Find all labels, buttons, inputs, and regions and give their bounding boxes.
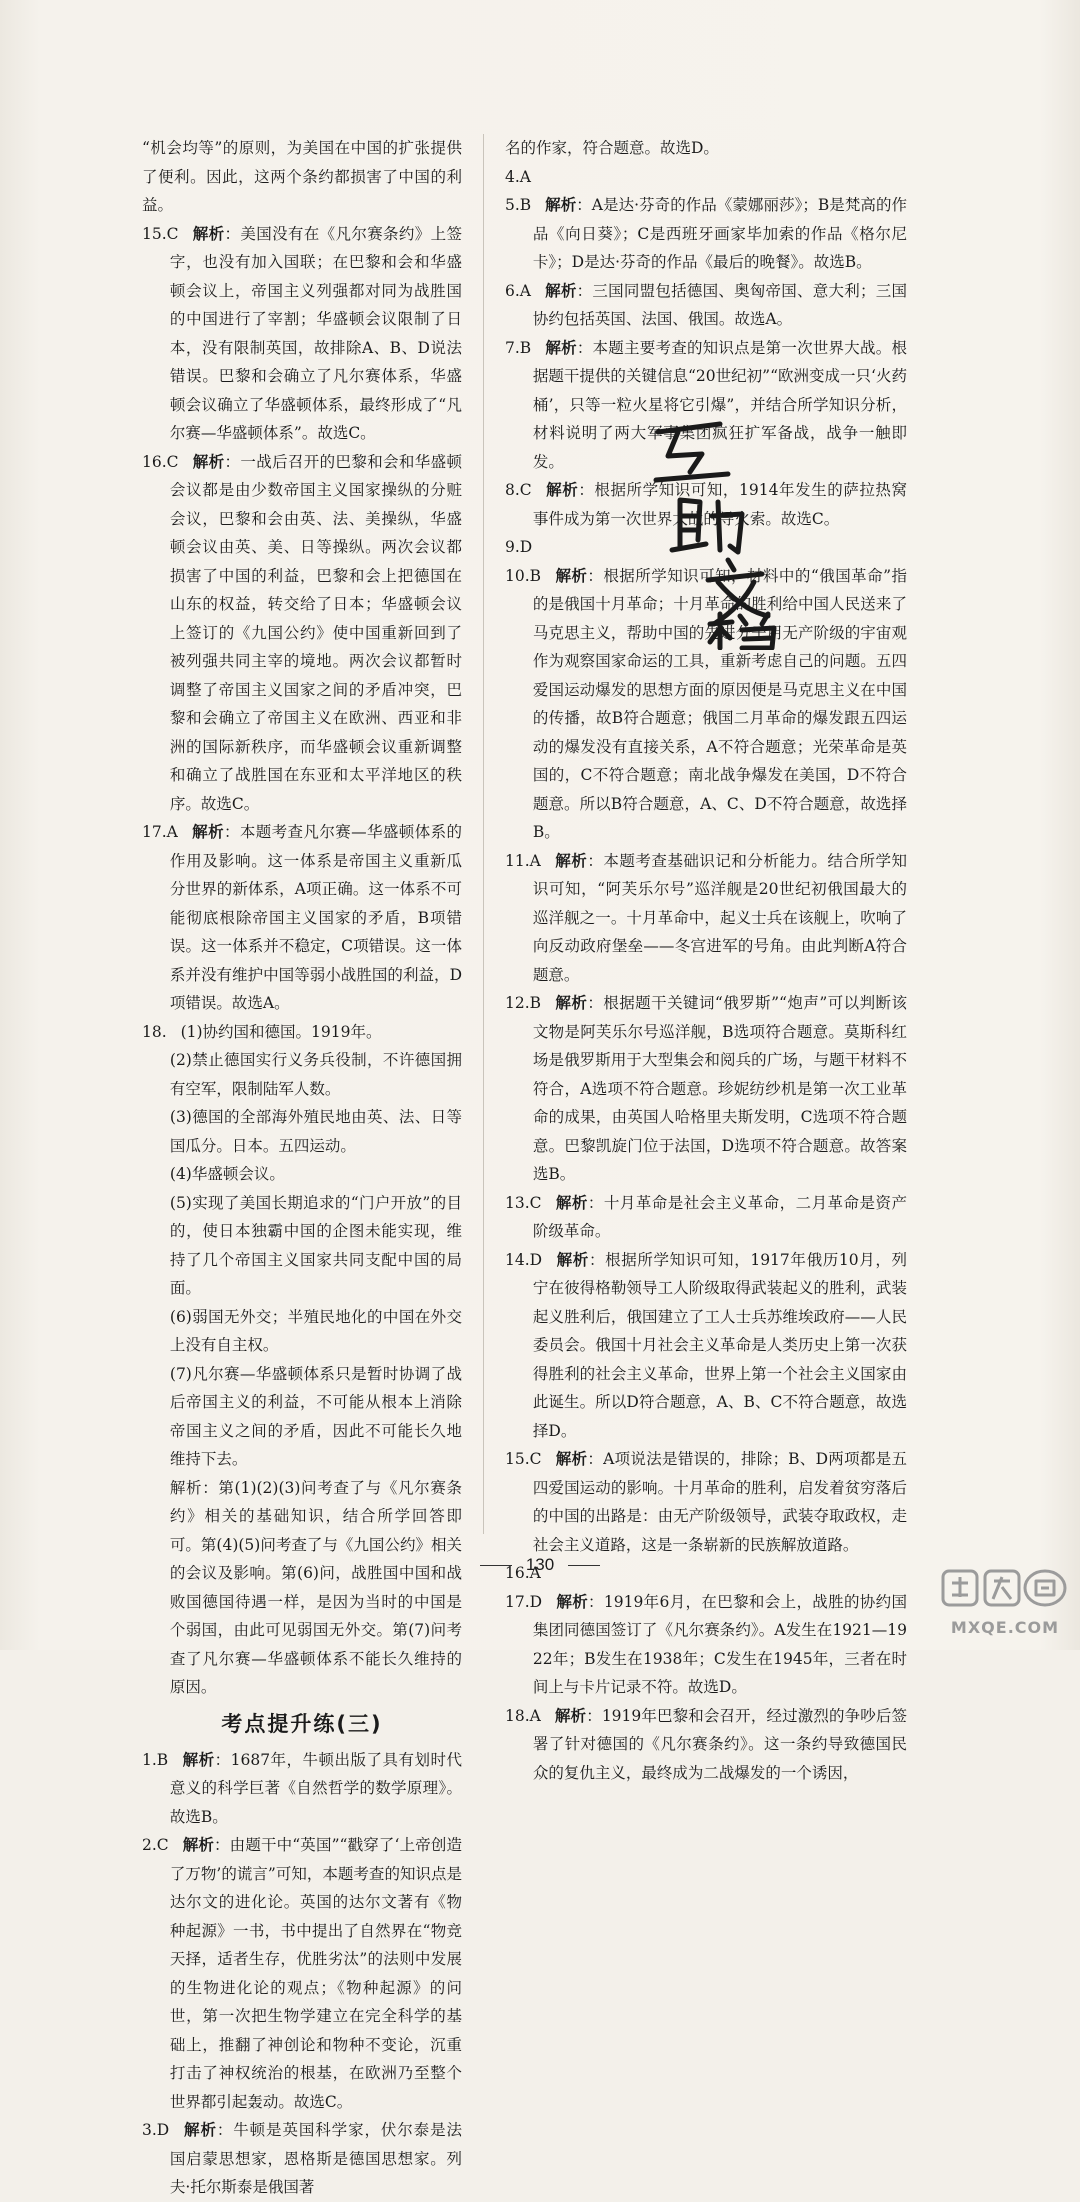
analysis-label: 解析 — [182, 1749, 215, 1769]
question-number: 9.D — [505, 538, 533, 556]
question-number: 7.B — [505, 338, 532, 357]
answer-text: ：十月革命是社会主义革命，二月革命是资产阶级革命。 — [532, 1193, 907, 1240]
answer-subitem — [142, 1046, 462, 1103]
question-number: 6.A — [505, 281, 531, 300]
answer-text: ：牛顿是英国科学家，伏尔泰是法国启蒙思想家，恩格斯是德国思想家。列夫·托尔斯泰是俄国著 — [169, 2121, 462, 2196]
analysis-label: 解析 — [554, 993, 588, 1012]
answer-text: ：由题干中“英国”“戳穿了‘上帝创造了万物’的谎言”可知，本题考查的知识点是达尔文的进化论。英国的达尔文著有《物种起源》一书，书中提出了自然界在“物竞天择，适者生存，优胜劣汰”的法则中发展的生物进化论的观点；《物种起源》的问世，第一次把生物学建立在完全科学的基础上，推翻了神创论和物种不变论，沉重打击了神权统治的根基，在欧洲乃至整个世界都引起轰动。故选C。 — [169, 1836, 462, 2111]
question-number: 2.C — [142, 1836, 169, 1854]
answer-subitem — [142, 1189, 462, 1303]
answer-text: (3)德国的全部海外殖民地由英、法、日等国瓜分。日本。五四运动。 — [169, 1108, 462, 1155]
answer-text: (1)协约国和德国。1919年。 — [180, 1022, 382, 1041]
analysis-label: 解析 — [544, 280, 577, 300]
answer-text: (7)凡尔赛—华盛顿体系只是暂时协调了战后帝国主义的利益，不可能从根本上消除帝国主义之间的矛盾，因此不可能长久地维持下去。 — [169, 1364, 462, 1468]
answer-text: ：A是达·芬奇的作品《蒙娜丽莎》；B是梵高的作品《向日葵》；C是西班牙画家毕加索的作品《格尔尼卡》；D是达·芬奇的作品《最后的晚餐》。故选B。 — [532, 196, 907, 271]
answer-subitem — [142, 1360, 462, 1474]
answer-text: ：一战后召开的巴黎和会和华盛顿会议都是由少数帝国主义国家操纵的分赃会议，巴黎和会由英、法、美操纵，华盛顿会议由英、美、日等操纵。两次会议都损害了中国的利益，巴黎和会上把德国在山东的权益，转交给了日本；华盛顿会议上签订的《九国公约》使中国重新回到了被列强共同主宰的境地。两次会议都暂时调整了帝国主义国家之间的矛盾冲突，巴黎和会确立了帝国主义在欧洲、西亚和非洲的国际新秩序，而华盛顿会议重新调整和确立了战胜国在东亚和太平洋地区的秩序。故选C。 — [169, 452, 462, 813]
analysis-label: 解析 — [191, 822, 224, 841]
answer-text: ：第(1)(2)(3)问考查了与《凡尔赛条约》相关的基础知识，结合所学回答即可。第(4)(5)问考查了与《九国公约》相关的会议及影响。第(6)问，战胜国中国和战败国德国待遇一样，是因为当时的中国是个弱国，由此可见弱国无外交。第(7)问考查了凡尔赛—华盛顿体系不能长久维持的原因。 — [169, 1478, 462, 1696]
answer-text: ：A项说法是错误的，排除；B、D两项都是五四爱国运动的影响。十月革命的胜利，启发着贫穷落后的中国的出路是：由无产阶级领导，武装夺取政权，走社会主义道路，这是一条崭新的民族解放道路。 — [532, 1450, 907, 1554]
answer-text: ：本题主要考查的知识点是第一次世界大战。根据题干提供的关键信息“20世纪初”“欧洲变成一只‘火药桶’，只等一粒火星将它引爆”，并结合所学知识分析，材料说明了两大军事集团疯狂扩军备战，战争一触即发。 — [532, 338, 907, 471]
question-number: 1.B — [142, 1750, 169, 1769]
answer-text: ：1919年6月，在巴黎和会上，战胜的协约国集团同德国签订了《凡尔赛条约》。A发生在1921—1922年；B发生在1938年；C发生在1945年，三者在时间上与卡片记录不符。故选D。 — [532, 1592, 907, 1696]
question-number: 8.C — [505, 481, 532, 499]
answer-text: ：1919年巴黎和会召开，经过激烈的争吵后签署了针对德国的《凡尔赛条约》。这一条约导致德国民众的复仇主义，最终成为二战爆发的一个诱因， — [532, 1706, 907, 1782]
answer-text: (6)弱国无外交；半殖民地化的中国在外交上没有自主权。 — [169, 1307, 462, 1354]
question-number: 15.C — [505, 1450, 542, 1468]
answer-item — [505, 1189, 907, 1246]
question-number: 12.B — [505, 994, 542, 1012]
answer-item — [142, 1746, 462, 1832]
analysis-label: 解析 — [554, 850, 588, 870]
watermark-logo — [935, 1565, 1075, 1645]
analysis-label: 解析 — [183, 2120, 217, 2139]
section-title: 考点提升练(三) — [221, 1711, 383, 1736]
answer-text: ：本题考查基础识记和分析能力。结合所学知识可知，“阿芙乐尔号”巡洋舰是20世纪初俄国最大的巡洋舰之一。十月革命中，起义士兵在该舰上，吹响了向反动政府堡垒——冬宫进军的号角。由此判断A符合题意。 — [532, 851, 907, 984]
answer-subitem — [142, 1160, 462, 1189]
answer-text: “机会均等”的原则，为美国在中国的扩张提供了便利。因此，这两个条约都损害了中国的利益。 — [142, 139, 462, 214]
answer-item — [505, 1702, 907, 1788]
answer-item — [505, 1246, 907, 1446]
analysis-label: 解析 — [555, 1449, 588, 1468]
answer-text: ：三国同盟包括德国、奥匈帝国、意大利；三国协约包括英国、法国、俄国。故选A。 — [532, 281, 907, 328]
analysis-label: 解析 — [556, 1591, 589, 1611]
answer-item — [142, 1018, 462, 1047]
answer-item — [142, 2116, 462, 2202]
question-number: 14.D — [505, 1250, 543, 1269]
answer-subitem — [142, 1303, 462, 1360]
continued-text — [505, 134, 907, 163]
answer-text: ：1687年，牛顿出版了具有划时代意义的科学巨著《自然哲学的数学原理》。故选B。 — [169, 1750, 462, 1826]
answer-text: ：根据所学知识可知，材料中的“俄国革命”指的是俄国十月革命；十月革命的胜利给中国人民送来了马克思主义，帮助中国的先进分子用无产阶级的宇宙观作为观察国家命运的工具，重新考虑自己的问题。五四爱国运动爆发的思想方面的原因便是马克思主义在中国的传播，故B符合题意；俄国二月革命的爆发跟五四运动的爆发没有直接关系，A不符合题意；光荣革命是英国的，C不符合题意；南北战争爆发在美国，D不符合题意。所以B符合题意，A、C、D不符合题意，故选择B。 — [532, 566, 907, 841]
analysis-label: 解析 — [545, 480, 579, 499]
analysis-label: 解析 — [182, 1835, 215, 1854]
analysis-label: 解析 — [545, 195, 577, 214]
answer-text: ：根据题干关键词“俄罗斯”“炮声”可以判断该文物是阿芙乐尔号巡洋舰，B选项符合题意。莫斯科红场是俄罗斯用于大型集会和阅兵的广场，与题干材料不符合，A选项不符合题意。珍妮纺纱机是第一次工业革命的成果，由英国人哈格里夫斯发明，C选项不符合题意。巴黎凯旋门位于法国，D选项不符合题意。故答案选B。 — [532, 994, 907, 1183]
question-number: 13.C — [505, 1193, 542, 1212]
answer-text: 名的作家，符合题意。故选D。 — [505, 139, 719, 157]
page-number: 130 — [0, 1555, 1080, 1575]
question-number: 17.D — [505, 1592, 543, 1611]
analysis-label: 解析 — [556, 1249, 589, 1269]
analysis-label: 解析 — [192, 451, 225, 471]
answer-text: (5)实现了美国长期追求的“门户开放”的目的，使日本独霸中国的企图未能实现，维持了几个帝国主义国家共同支配中国的局面。 — [169, 1193, 462, 1297]
answer-item — [505, 277, 907, 334]
answer-text: ：本题考查凡尔赛—华盛顿体系的作用及影响。这一体系是帝国主义重新瓜分世界的新体系，A项正确。这一体系不可能彻底根除帝国主义国家的矛盾，B项错误。这一体系并不稳定，C项错误。这一体系并没有维护中国等弱小战胜国的利益，D项错误。故选A。 — [169, 823, 462, 1012]
left-column — [142, 134, 462, 2202]
answer-item — [505, 163, 907, 192]
answer-item — [505, 1445, 907, 1559]
answer-item — [505, 989, 907, 1189]
right-column — [505, 134, 907, 1787]
answer-subitem — [142, 1103, 462, 1160]
analysis-label: 解析 — [554, 1705, 587, 1725]
question-number: 18.A — [505, 1706, 541, 1725]
question-number: 17.A — [142, 823, 178, 841]
answer-item — [505, 1588, 907, 1702]
answer-text: ：根据所学知识可知，1917年俄历10月，列宁在彼得格勒领导工人阶级取得武装起义的胜利，武装起义胜利后，俄国建立了工人士兵苏维埃政府——人民委员会。俄国十月社会主义革命是人类历史上第一次获得胜利的社会主义革命，世界上第一个社会主义国家由此诞生。所以D符合题意，A、B、C不符合题意，故选择D。 — [532, 1250, 907, 1440]
analysis-label: 解析 — [192, 223, 225, 243]
handwritten-annotation — [650, 410, 780, 650]
column-divider — [483, 134, 484, 1534]
question-number: 18. — [142, 1022, 167, 1041]
analysis-label: 解析 — [555, 1192, 588, 1212]
answer-subitem — [142, 1474, 462, 1702]
question-number: 5.B — [505, 196, 532, 214]
analysis-label: 解析 — [554, 565, 588, 585]
answer-text: ：美国没有在《凡尔赛条约》上签字，也没有加入国联；在巴黎和会和华盛顿会议上，帝国主义列强都对同为战胜国的中国进行了宰割；华盛顿会议限制了日本，没有限制英国，故排除A、B、D说法错误。巴黎和会确立了凡尔赛体系，华盛顿会议确立了华盛顿体系，最终形成了“凡尔赛—华盛顿体系”。故选C。 — [169, 224, 462, 442]
answer-text: (2)禁止德国实行义务兵役制，不许德国拥有空军，限制陆军人数。 — [169, 1051, 462, 1098]
question-number: 16.A — [505, 1564, 541, 1582]
continued-text — [142, 134, 462, 220]
watermark-text: MXQE.COM — [950, 1618, 1060, 1637]
question-number: 10.B — [505, 566, 542, 585]
answer-item — [505, 847, 907, 990]
analysis-label: 解析 — [545, 337, 577, 357]
answer-text: ：根据所学知识可知，1914年发生的萨拉热窝事件成为第一次世界大战的导火索。故选C。 — [532, 481, 907, 528]
analysis-label: 解析 — [169, 1478, 203, 1497]
question-number: 3.D — [142, 2121, 170, 2139]
answer-text: (4)华盛顿会议。 — [169, 1165, 285, 1183]
answer-item — [142, 220, 462, 448]
answer-item — [142, 1831, 462, 2116]
question-number: 16.C — [142, 452, 179, 471]
question-number: 4.A — [505, 167, 531, 186]
answer-item — [142, 448, 462, 819]
answer-item — [505, 191, 907, 277]
question-number: 15.C — [142, 224, 179, 243]
question-number: 11.A — [505, 851, 541, 870]
answer-item — [142, 818, 462, 1018]
